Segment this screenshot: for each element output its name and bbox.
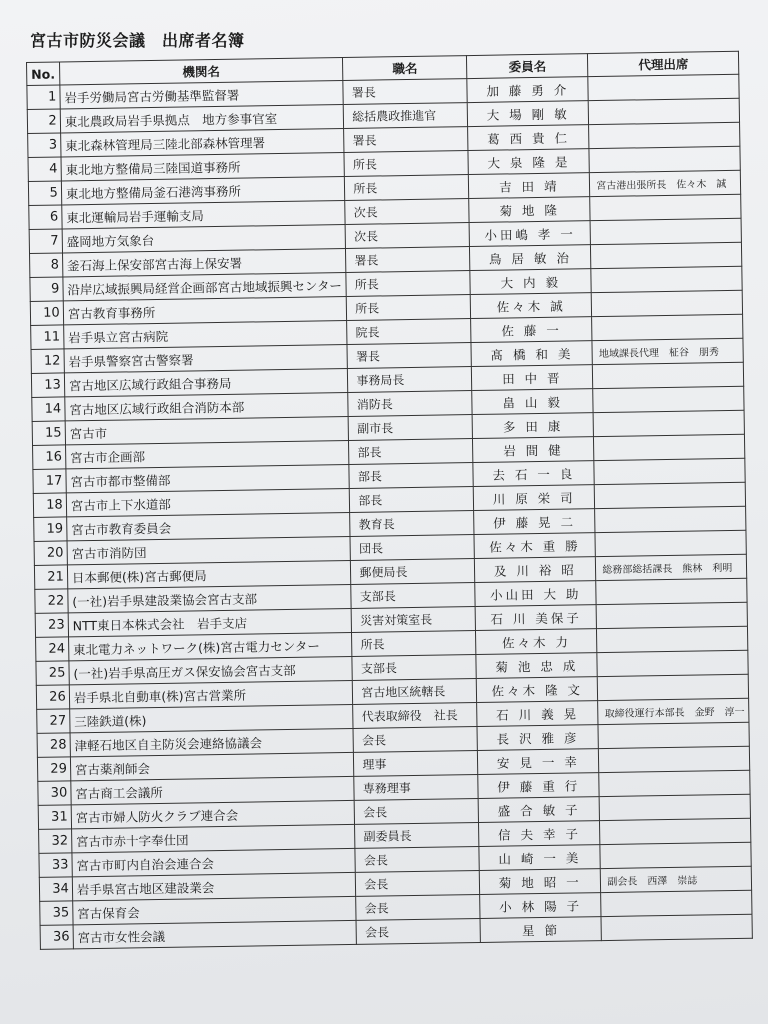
proxy-attendee bbox=[599, 794, 750, 820]
agency-name: 沿岸広域振興局経営企画部宮古地域振興センター bbox=[63, 272, 347, 300]
page-title: 宮古市防災会議 出席者名簿 bbox=[30, 31, 245, 50]
row-number: 4 bbox=[28, 157, 61, 182]
proxy-attendee bbox=[597, 626, 748, 652]
member-name: 信 夫 幸 子 bbox=[479, 821, 600, 847]
row-number: 16 bbox=[33, 445, 66, 470]
proxy-attendee bbox=[591, 242, 742, 268]
proxy-attendee: 副会長 西澤 崇誌 bbox=[601, 866, 752, 892]
member-name: 小 林 陽 子 bbox=[480, 893, 601, 919]
member-name: 小山田 大 助 bbox=[475, 581, 596, 607]
row-number: 6 bbox=[29, 205, 62, 230]
position-title: 副市長 bbox=[348, 415, 472, 441]
header-no: No. bbox=[27, 62, 60, 86]
member-name: 佐 藤 一 bbox=[471, 317, 592, 343]
row-number: 35 bbox=[40, 901, 73, 926]
agency-name: 宮古市婦人防火クラブ連合会 bbox=[71, 800, 355, 828]
row-number: 14 bbox=[32, 397, 65, 422]
position-title: 次長 bbox=[345, 223, 469, 249]
proxy-attendee: 宮古港出張所長 佐々木 誠 bbox=[590, 170, 741, 196]
row-number: 9 bbox=[30, 277, 63, 302]
position-title: 所長 bbox=[346, 271, 470, 297]
agency-name: 東北運輸局岩手運輸支局 bbox=[62, 201, 346, 229]
position-title: 消防長 bbox=[348, 391, 472, 417]
member-name: 石 川 義 晃 bbox=[477, 701, 598, 727]
row-number: 30 bbox=[38, 781, 71, 806]
agency-name: (一社)岩手県建設業協会宮古支部 bbox=[68, 584, 352, 612]
agency-name: 岩手県警察宮古警察署 bbox=[64, 344, 348, 372]
proxy-attendee bbox=[601, 890, 752, 916]
proxy-attendee bbox=[599, 746, 750, 772]
row-number: 12 bbox=[31, 349, 64, 374]
proxy-attendee bbox=[600, 842, 751, 868]
header-member: 委員名 bbox=[467, 54, 588, 79]
agency-name: 東北森林管理局三陸北部森林管理署 bbox=[60, 129, 344, 157]
agency-name: (一社)岩手県高圧ガス保安協会宮古支部 bbox=[69, 656, 353, 684]
row-number: 23 bbox=[35, 613, 68, 638]
position-title: 理事 bbox=[354, 750, 478, 776]
agency-name: 宮古市教育委員会 bbox=[66, 512, 350, 540]
proxy-attendee bbox=[588, 74, 739, 100]
member-name: 安 見 一 幸 bbox=[478, 749, 599, 775]
agency-name: 宮古市女性会議 bbox=[73, 920, 357, 948]
proxy-attendee bbox=[593, 386, 744, 412]
proxy-attendee bbox=[595, 482, 746, 508]
row-number: 10 bbox=[30, 301, 63, 326]
position-title: 所長 bbox=[347, 295, 471, 321]
attendee-table bbox=[26, 51, 753, 950]
position-title: 総括農政推進官 bbox=[344, 103, 468, 129]
proxy-attendee bbox=[594, 434, 745, 460]
position-title: 部長 bbox=[350, 487, 474, 513]
proxy-attendee bbox=[597, 650, 748, 676]
proxy-attendee bbox=[595, 506, 746, 532]
agency-name: 宮古保育会 bbox=[72, 896, 356, 924]
agency-name: 東北地方整備局釜石港湾事務所 bbox=[61, 177, 345, 205]
row-number: 19 bbox=[34, 517, 67, 542]
agency-name: 岩手県宮古地区建設業会 bbox=[72, 872, 356, 900]
agency-name: 宮古市企画部 bbox=[65, 440, 349, 468]
proxy-attendee: 取締役運行本部長 金野 淳一 bbox=[598, 698, 749, 724]
position-title: 会長 bbox=[353, 726, 477, 752]
member-name: 葛 西 貴 仁 bbox=[468, 125, 589, 151]
member-name: 大 内 毅 bbox=[470, 269, 591, 295]
row-number: 33 bbox=[39, 853, 72, 878]
row-number: 27 bbox=[37, 709, 70, 734]
header-proxy: 代理出席 bbox=[588, 51, 739, 76]
agency-name: 宮古地区広域行政組合消防本部 bbox=[65, 392, 349, 420]
position-title: 支部長 bbox=[352, 655, 476, 681]
proxy-attendee bbox=[596, 578, 747, 604]
position-title: 教育長 bbox=[350, 511, 474, 537]
row-number: 24 bbox=[36, 637, 69, 662]
member-name: 佐々木 誠 bbox=[471, 293, 592, 319]
proxy-attendee bbox=[598, 722, 749, 748]
position-title: 副委員長 bbox=[355, 822, 479, 848]
member-name: 及 川 裕 昭 bbox=[475, 557, 596, 583]
row-number: 25 bbox=[36, 661, 69, 686]
position-title: 郵便局長 bbox=[351, 559, 475, 585]
member-name: 小田嶋 孝 一 bbox=[469, 221, 590, 247]
agency-name: 盛岡地方気象台 bbox=[62, 225, 346, 253]
member-name: 菊 地 隆 bbox=[469, 197, 590, 223]
member-name: 盛 合 敏 子 bbox=[478, 797, 599, 823]
row-number: 18 bbox=[33, 493, 66, 518]
proxy-attendee bbox=[599, 770, 750, 796]
agency-name: 岩手県立宮古病院 bbox=[63, 320, 347, 348]
proxy-attendee: 地域課長代理 柾谷 朋秀 bbox=[592, 338, 743, 364]
row-number: 5 bbox=[28, 181, 61, 206]
proxy-attendee bbox=[590, 218, 741, 244]
position-title: 専務理事 bbox=[354, 774, 478, 800]
member-name: 伊 藤 重 行 bbox=[478, 773, 599, 799]
row-number: 34 bbox=[39, 877, 72, 902]
proxy-attendee bbox=[594, 458, 745, 484]
position-title: 次長 bbox=[345, 199, 469, 225]
agency-name: 東北農政局岩手県拠点 地方参事官室 bbox=[60, 105, 344, 133]
member-name: 佐々木 重 勝 bbox=[474, 533, 595, 559]
position-title: 事務局長 bbox=[348, 367, 472, 393]
agency-name: 日本郵便(株)宮古郵便局 bbox=[67, 560, 351, 588]
member-name: 菊 池 忠 成 bbox=[476, 653, 597, 679]
member-name: 吉 田 靖 bbox=[469, 173, 590, 199]
proxy-attendee bbox=[601, 914, 752, 940]
table-body bbox=[27, 74, 753, 949]
proxy-attendee: 総務部総括課長 熊林 利明 bbox=[596, 554, 747, 580]
member-name: 星 節 bbox=[480, 917, 601, 943]
member-name: 畠 山 毅 bbox=[472, 389, 593, 415]
member-name: 髙 橋 和 美 bbox=[471, 341, 592, 367]
position-title: 会長 bbox=[355, 846, 479, 872]
agency-name: 宮古市 bbox=[65, 416, 349, 444]
position-title: 災害対策室長 bbox=[351, 607, 475, 633]
member-name: 佐々木 力 bbox=[476, 629, 597, 655]
header-position: 職名 bbox=[343, 56, 467, 81]
position-title: 所長 bbox=[345, 175, 469, 201]
position-title: 署長 bbox=[344, 127, 468, 153]
row-number: 28 bbox=[37, 733, 70, 758]
agency-name: 東北地方整備局三陸国道事務所 bbox=[61, 153, 345, 181]
position-title: 院長 bbox=[347, 319, 471, 345]
proxy-attendee bbox=[596, 602, 747, 628]
row-number: 29 bbox=[37, 757, 70, 782]
agency-name: NTT東日本株式会社 岩手支店 bbox=[68, 608, 352, 636]
row-number: 26 bbox=[36, 685, 69, 710]
header-agency: 機関名 bbox=[59, 58, 343, 85]
position-title: 会長 bbox=[354, 798, 478, 824]
proxy-attendee bbox=[592, 314, 743, 340]
row-number: 21 bbox=[34, 565, 67, 590]
agency-name: 津軽石地区自主防災会連絡協議会 bbox=[70, 728, 354, 756]
proxy-attendee bbox=[593, 410, 744, 436]
position-title: 部長 bbox=[349, 463, 473, 489]
row-number: 1 bbox=[27, 85, 60, 110]
position-title: 団長 bbox=[350, 535, 474, 561]
agency-name: 岩手県北自動車(株)宮古営業所 bbox=[69, 680, 353, 708]
position-title: 代表取締役 社長 bbox=[353, 702, 477, 728]
proxy-attendee bbox=[593, 362, 744, 388]
proxy-attendee bbox=[592, 290, 743, 316]
row-number: 2 bbox=[27, 109, 60, 134]
agency-name: 三陸鉄道(株) bbox=[69, 704, 353, 732]
member-name: 岩 間 健 bbox=[473, 437, 594, 463]
position-title: 会長 bbox=[356, 894, 480, 920]
member-name: 石 川 美保子 bbox=[475, 605, 596, 631]
row-number: 8 bbox=[30, 253, 63, 278]
row-number: 3 bbox=[28, 133, 61, 158]
position-title: 所長 bbox=[344, 151, 468, 177]
row-number: 20 bbox=[34, 541, 67, 566]
member-name: 伊 藤 晃 二 bbox=[474, 509, 595, 535]
agency-name: 宮古薬剤師会 bbox=[70, 752, 354, 780]
member-name: 菊 地 昭 一 bbox=[480, 869, 601, 895]
member-name: 大 泉 隆 是 bbox=[468, 149, 589, 175]
agency-name: 宮古市消防団 bbox=[67, 536, 351, 564]
proxy-attendee bbox=[595, 530, 746, 556]
proxy-attendee bbox=[590, 194, 741, 220]
member-name: 加 藤 勇 介 bbox=[467, 77, 588, 103]
row-number: 22 bbox=[35, 589, 68, 614]
row-number: 13 bbox=[31, 373, 64, 398]
row-number: 15 bbox=[32, 421, 65, 446]
member-name: 田 中 晋 bbox=[472, 365, 593, 391]
row-number: 17 bbox=[33, 469, 66, 494]
proxy-attendee bbox=[589, 98, 740, 124]
row-number: 32 bbox=[39, 829, 72, 854]
agency-name: 宮古市上下水道部 bbox=[66, 488, 350, 516]
member-name: 大 場 剛 敏 bbox=[468, 101, 589, 127]
agency-name: 宮古市町内自治会連合会 bbox=[72, 848, 356, 876]
row-number: 11 bbox=[31, 325, 64, 350]
member-name: 山 崎 一 美 bbox=[479, 845, 600, 871]
agency-name: 岩手労働局宮古労働基準監督署 bbox=[60, 81, 344, 109]
row-number: 7 bbox=[29, 229, 62, 254]
member-name: 去 石 一 良 bbox=[473, 461, 594, 487]
position-title: 署長 bbox=[343, 79, 467, 105]
row-number: 31 bbox=[38, 805, 71, 830]
position-title: 支部長 bbox=[351, 583, 475, 609]
agency-name: 東北電力ネットワーク(株)宮古電力センター bbox=[68, 632, 352, 660]
member-name: 長 沢 雅 彦 bbox=[477, 725, 598, 751]
agency-name: 釜石海上保安部宮古海上保安署 bbox=[62, 248, 346, 276]
agency-name: 宮古市都市整備部 bbox=[66, 464, 350, 492]
agency-name: 宮古地区広域行政組合事務局 bbox=[64, 368, 348, 396]
agency-name: 宮古市赤十字奉仕団 bbox=[71, 824, 355, 852]
proxy-attendee bbox=[598, 674, 749, 700]
proxy-attendee bbox=[591, 266, 742, 292]
position-title: 会長 bbox=[356, 918, 480, 944]
proxy-attendee bbox=[600, 818, 751, 844]
member-name: 佐々木 隆 文 bbox=[477, 677, 598, 703]
position-title: 署長 bbox=[346, 247, 470, 273]
proxy-attendee bbox=[589, 146, 740, 172]
position-title: 宮古地区統轄長 bbox=[353, 678, 477, 704]
agency-name: 宮古商工会議所 bbox=[71, 776, 355, 804]
agency-name: 宮古教育事務所 bbox=[63, 296, 347, 324]
position-title: 部長 bbox=[349, 439, 473, 465]
member-name: 川 原 栄 司 bbox=[474, 485, 595, 511]
position-title: 所長 bbox=[352, 631, 476, 657]
member-name: 鳥 居 敏 治 bbox=[470, 245, 591, 271]
row-number: 36 bbox=[40, 925, 73, 950]
position-title: 会長 bbox=[356, 870, 480, 896]
member-name: 多 田 康 bbox=[472, 413, 593, 439]
proxy-attendee bbox=[589, 122, 740, 148]
position-title: 署長 bbox=[347, 343, 471, 369]
